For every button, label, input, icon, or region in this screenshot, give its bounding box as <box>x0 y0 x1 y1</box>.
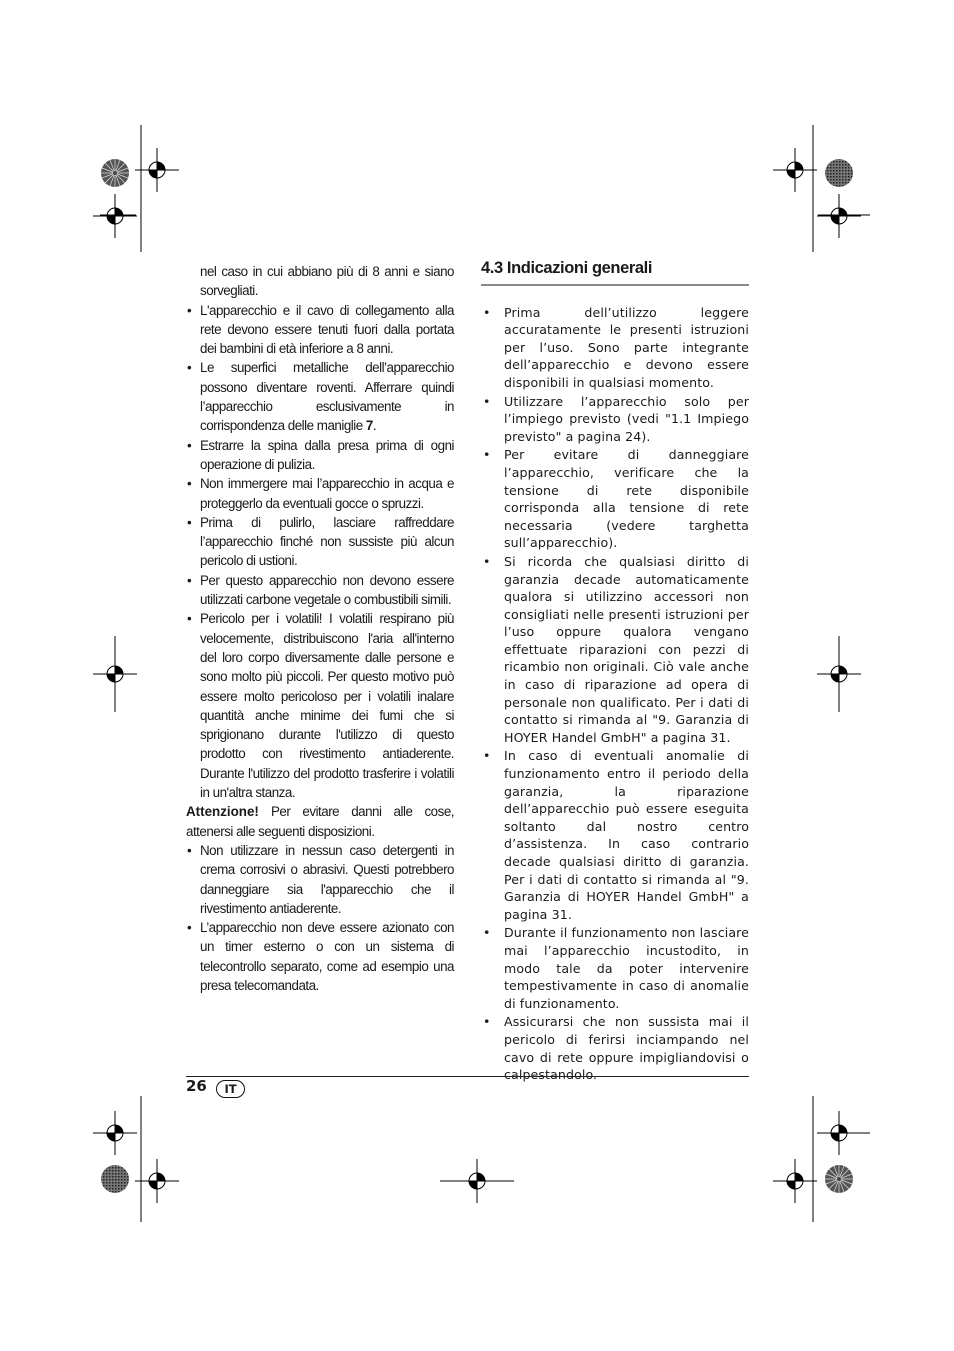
list-item: • Prima di pulirlo, lasciare raffreddare l’apparecchio finché non sussiste più alcun pericolo di ustioni. <box>186 513 454 571</box>
attention-label: Attenzione! <box>186 804 259 820</box>
list-item-hot-surfaces <box>186 358 454 435</box>
list-item: • Assicurarsi che non sussista mai il pericolo di ferirsi inciampando nel cavo di rete oppure impigliandovisi o calpestandolo. <box>481 1013 749 1083</box>
right-column <box>481 260 749 1085</box>
list-item: • In caso di eventuali anomalie di funzionamento entro il periodo della garanzia, la riparazione dell’apparecchio può essere eseguita soltanto dal nostro centro d’assistenza. In caso contrario decade qualsiasi diritto di garanzia. Per i dati di contatto si rimanda al "9. Garanzia di HOYER Handel GmbH" a pagina 31. <box>481 747 749 923</box>
list-item-text-end: . <box>372 418 377 434</box>
general-instructions-list <box>481 304 749 1084</box>
section-title: 4.3 Indicazioni generali <box>481 260 749 286</box>
list-item: • Utilizzare l’apparecchio solo per l’impiego previsto (vedi "1.1 Impiego previsto" a pagina 24). <box>481 393 749 446</box>
list-item: • Durante il funzionamento non lasciare mai l’apparecchio incustodito, in modo tale da poter intervenire tempestivamente in caso di anomalie di funzionamento. <box>481 924 749 1012</box>
list-item: • Si ricorda che qualsiasi diritto di garanzia decade automaticamente qualora si utilizzino accessori non consigliati nelle presenti istruzioni per l’uso oppure qualora vengano effettuate riparazioni con pezzi di ricambio non originali. Ciò vale anche in caso di riparazione ad opera di personale non qualificato. Per i dati di contatto si rimanda al "9. Garanzia di HOYER Handel GmbH" a pagina 31. <box>481 553 749 747</box>
footer-divider <box>186 1076 749 1077</box>
safety-list-a <box>186 301 454 803</box>
list-item: • Prima dell’utilizzo leggere accuratamente le presenti istruzioni per l’uso. Sono parte integrante dell’apparecchio e devono essere disponibili in qualsiasi momento. <box>481 304 749 392</box>
list-item: • Pericolo per i volatili! I volatili respirano più velocemente, distribuiscono l'aria all'interno del loro corpo diversamente dalle persone e sono molto più piccoli. Per questo motivo può essere molto pericoloso per i volatili inalare quantità anche minime dei fumi che si sprigionano durante l'utilizzo di questo prodotto con rivestimento antiaderente. Durante l'utilizzo del prodotto trasferire i volatili in un'altra stanza. <box>186 609 454 802</box>
attention-text: Per evitare danni alle cose, attenersi alle seguenti disposizioni. <box>186 804 454 839</box>
left-column <box>186 262 454 995</box>
attention-note <box>186 802 454 841</box>
list-item: • L’apparecchio non deve essere azionato con un timer esterno o con un sistema di telecontrollo separato, come ad esempio una presa telecomandata. <box>186 918 454 995</box>
list-item: • Non utilizzare in nessun caso detergenti in crema corrosivi o abrasivi. Questi potrebbero danneggiare sia l'apparecchio che il rivestimento antiaderente. <box>186 841 454 918</box>
handle-reference-number: 7 <box>365 418 373 434</box>
list-item: • Per questo apparecchio non devono essere utilizzati carbone vegetale o combustibili simili. <box>186 571 454 610</box>
list-item-text: Le superfici metalliche dell’apparecchio possono diventare roventi. Afferrare quindi l’apparecchio esclusivamente in corrispondenza delle maniglie <box>200 360 454 434</box>
safety-list-b <box>186 841 454 995</box>
list-item: • Per evitare di danneggiare l’apparecchio, verificare che la tensione di rete disponibile corrisponda alla tensione di rete necessaria (vedere targhetta sull’apparecchio). <box>481 446 749 552</box>
language-badge: IT <box>216 1080 245 1098</box>
list-item: • L'apparecchio e il cavo di collegamento alla rete devono essere tenuti fuori dalla portata dei bambini di età inferiore a 8 anni. <box>186 301 454 359</box>
list-item: • Estrarre la spina dalla presa prima di ogni operazione di pulizia. <box>186 436 454 475</box>
intro-continuation: nel caso in cui abbiano più di 8 anni e siano sorvegliati. <box>200 264 454 299</box>
list-item: • Non immergere mai l’apparecchio in acqua e proteggerlo da eventuali gocce o spruzzi. <box>186 474 454 513</box>
page-number: 26 <box>186 1077 207 1095</box>
